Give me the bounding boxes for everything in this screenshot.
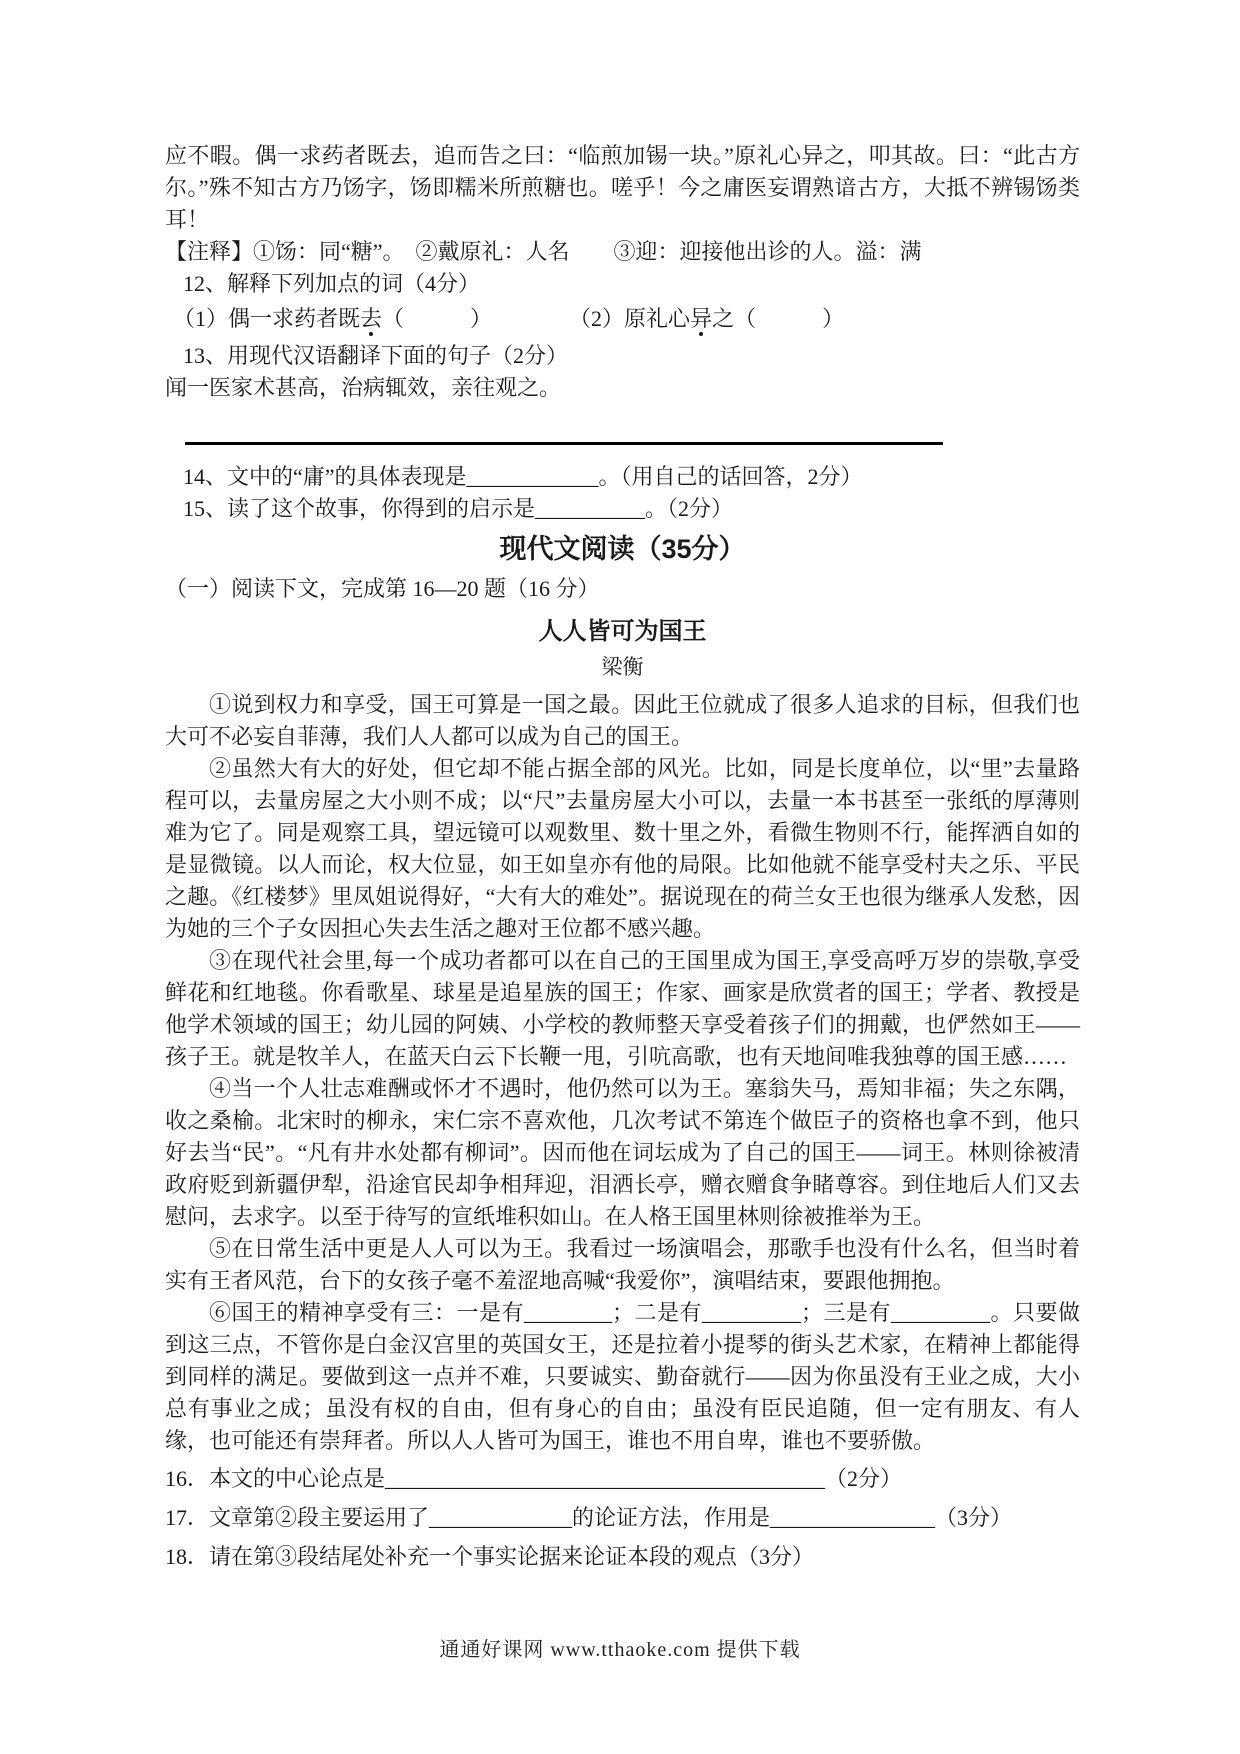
question-13-sentence: 闻一医家术甚高，治病辄效，亲往观之。 [165, 375, 562, 400]
watermark-footer: 通通好课网 www.tthaoke.com 提供下载 [439, 1639, 801, 1661]
q12-item-2-emphasized-word: 异 [690, 306, 713, 331]
essay-title: 人人皆可为国王 [538, 618, 707, 645]
q12-item-2-answer-blank: 之（ ） [712, 306, 845, 331]
question-13-label: 13、用现代汉语翻译下面的句子（2分） [183, 343, 569, 368]
essay-author: 梁衡 [601, 655, 644, 679]
essay-paragraph-4: ④当一个人壮志难酬或怀才不遇时，他仍然可以为王。塞翁失马，焉知非福；失之东隅，收之桑榆。北宋时的柳永，宋仁宗不喜欢他，几次考试不第连个做臣子的资格也拿不到，他只好去当“民”。“凡有井水处都有柳词”。因而他在词坛成为了自己的国王——词王。林则徐被清政府贬到新疆伊犁，沿途官民却争相拜迎，泪洒长亭，赠衣赠食争睹尊容。到住地后人们又去慰问，去求字。以至于待写的宣纸堆积如山。在人格王国里林则徐被推举为王。 [165, 1076, 1080, 1229]
question-16: 16．本文的中心论点是________________________________________（2分） [165, 1466, 903, 1491]
q12-item-2 [580, 306, 844, 331]
essay-paragraph-5: ⑤在日常生活中更是人人可以为王。我看过一场演唱会，那歌手也没有什么名，但当时着实有王者风范，台下的女孩子毫不羞涩地高喊“我爱你”，演唱结束，要跟他拥抱。 [165, 1236, 1080, 1293]
q12-item-1-text: （1）偶一求药者既 [173, 306, 361, 331]
q12-item-2-text: （2）原礼心 [580, 306, 691, 331]
exam-content [165, 140, 1080, 1574]
question-12-label: 12、解释下列加点的词（4分） [183, 271, 481, 296]
essay-paragraph-1: ①说到权力和享受，国王可算是一国之最。因此王位就成了很多人追求的目标，但我们也大可不必妄自菲薄，我们人人都可以成为自己的国王。 [165, 692, 1080, 749]
essay-paragraph-3: ③在现代社会里,每一个成功者都可以在自己的王国里成为国王,享受高呼万岁的崇敬,享受鲜花和红地毯。你看歌星、球星是追星族的国王；作家、画家是欣赏者的国王；学者、教授是他学术领域的国王；幼儿园的阿姨、小学校的教师整天享受着孩子们的拥戴，也俨然如王——孩子王。就是牧羊人，在蓝天白云下长鞭一甩，引吭高歌，也有天地间唯我独尊的国王感…… [165, 948, 1080, 1069]
essay-paragraph-2: ②虽然大有大的好处，但它却不能占据全部的风光。比如，同是长度单位，以“里”去量路程可以，去量房屋之大小则不成；以“尺”去量房屋大小可以，去量一本书甚至一张纸的厚薄则难为它了。同是观察工具，望远镜可以观数里、数十里之外，看微生物则不行，能挥洒自如的是显微镜。以人而论，权大位显，如王如皇亦有他的局限。比如他就不能享受村夫之乐、平民之趣。《红楼梦》里凤姐说得好，“大有大的难处”。据说现在的荷兰女王也很为继承人发愁，因为她的三个子女因担心失去生活之趣对王位都不感兴趣。 [165, 756, 1080, 941]
question-12-items [165, 303, 1080, 335]
classical-notes: 【注释】①饧：同“糖”。 ②戴原礼：人名 ③迎：迎接他出诊的人。溢：满 [165, 239, 922, 264]
question-18: 18．请在第③段结尾处补充一个事实论据来论证本段的观点（3分） [165, 1544, 815, 1569]
q12-item-1 [173, 306, 492, 331]
q12-item-1-emphasized-word: 去 [360, 306, 383, 331]
question-14: 14、文中的“庸”的具体表现是____________。（用自己的话回答，2分） [183, 464, 863, 489]
question-15: 15、读了这个故事，你得到的启示是__________。（2分） [183, 496, 734, 521]
essay-paragraph-6: ⑥国王的精神享受有三：一是有________；二是有_________；三是有_________。只要做到这三点，不管你是白金汉宫里的英国女王，还是拉着小提琴的街头艺术家，在精神上都能得到同样的满足。要做到这一点并不难，只要诚实、勤奋就行——因为你虽没有王业之成，大小总有事业之成；虽没有权的自由，但有身心的自由；虽没有臣民追随，但一定有朋友、有人缘，也可能还有崇拜者。所以人人皆可为国王，谁也不用自卑，谁也不要骄傲。 [165, 1300, 1080, 1453]
q12-item-1-answer-blank: （ ） [382, 306, 493, 331]
reading-instructions: （一）阅读下文，完成第 16—20 题（16 分） [165, 576, 600, 601]
classical-passage-continuation: 应不暇。偶一求药者既去，追而告之曰：“临煎加锡一块。”原礼心异之，叩其故。曰：“此古方尔。”殊不知古方乃饧字，饧即糯米所煎糖也。嗟乎！今之庸医妄谓熟谙古方，大抵不辨锡饧类耳！ [165, 143, 1080, 232]
section-title-modern-reading: 现代文阅读（35分） [499, 534, 746, 564]
section-divider-line [185, 442, 943, 445]
question-17: 17．文章第②段主要运用了_____________的论证方法，作用是_______________（3分） [165, 1505, 1013, 1530]
